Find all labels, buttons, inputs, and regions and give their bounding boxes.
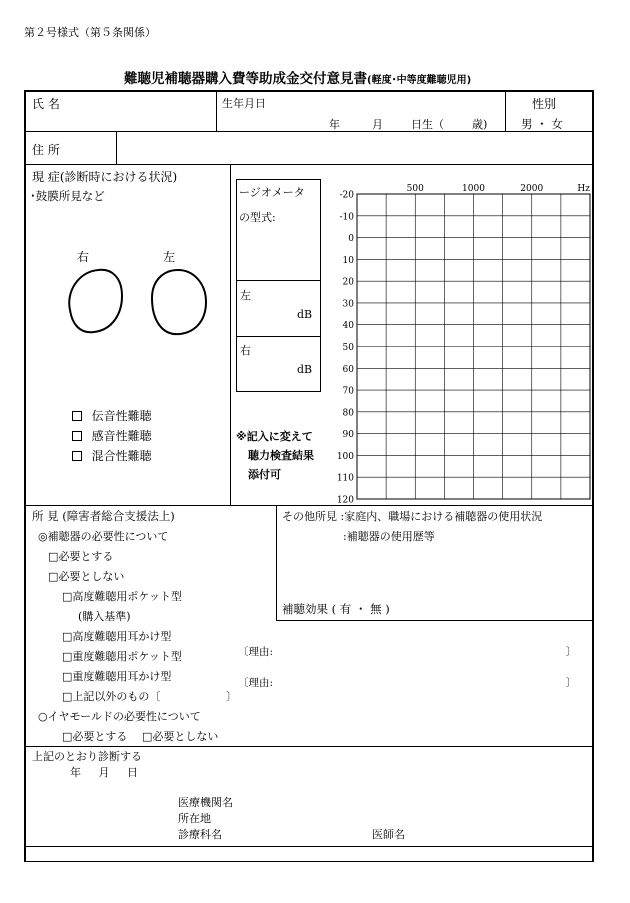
audiogram-y-tick-label: 70 <box>342 386 354 397</box>
line-v-other <box>276 505 277 620</box>
left-db-label: 左 <box>240 289 251 302</box>
check-conductive[interactable] <box>72 406 152 426</box>
item-high-ear[interactable]: □高度難聴用耳かけ型 <box>62 630 172 643</box>
checkbox-icon[interactable] <box>72 431 82 441</box>
checkbox-icon[interactable] <box>72 411 82 421</box>
other-findings-label: その他所見 :家庭内、職場における補聴器の使用状況 <box>282 510 543 523</box>
earmold-need-yes[interactable]: □必要とする <box>62 730 128 743</box>
audiogram-y-tick-label: 50 <box>342 343 354 353</box>
right-db-label: 右 <box>240 344 251 357</box>
audiogram-x-unit: Hz <box>577 184 590 194</box>
audiogram-y-tick-label: 10 <box>342 255 354 266</box>
audiogram-x-tick-label: 2000 <box>520 184 544 194</box>
attach-note-2: 聴力検査結果 <box>248 449 314 462</box>
earmold-need: ○イヤモールドの必要性について <box>38 710 201 723</box>
eardrum-label: ･鼓膜所見など <box>30 189 105 203</box>
attach-note-1: ※記入に変えて <box>236 430 313 443</box>
line-row2 <box>24 164 594 165</box>
item-purchase-standard: (購入基準) <box>78 610 131 623</box>
audiogram-y-tick-label: 30 <box>342 299 354 310</box>
checkbox-icon[interactable] <box>72 451 82 461</box>
check-sensorineural[interactable] <box>72 426 152 446</box>
line-v-address <box>116 131 117 164</box>
audiogram-y-tick-label: 0 <box>348 234 354 245</box>
line-row3 <box>24 505 594 506</box>
audiometer-model-label-2: の型式: <box>239 211 276 224</box>
audiogram-y-tick-label: 90 <box>342 430 354 441</box>
left-eardrum-outline <box>152 270 206 334</box>
need-option[interactable]: □必要とする <box>48 550 114 563</box>
audiometer-line-1 <box>236 280 321 281</box>
sex-label: 性別 <box>532 97 557 111</box>
check-label: 伝音性難聴 <box>91 409 152 423</box>
audiogram-y-tick-label: -10 <box>339 212 354 223</box>
check-mixed[interactable] <box>72 446 152 466</box>
usage-history: :補聴器の使用歴等 <box>343 530 435 543</box>
line-other <box>276 620 594 621</box>
attach-note-3: 添付可 <box>248 468 281 481</box>
audiogram-chart <box>330 178 594 504</box>
check-label: 混合性難聴 <box>91 449 152 463</box>
item-other[interactable]: □上記以外のもの〔 <box>62 690 161 703</box>
sex-options[interactable]: 男 ・ 女 <box>521 117 563 131</box>
line-row1 <box>24 131 594 132</box>
diagnosis-label: 上記のとおり診断する <box>32 750 142 763</box>
institution-label: 医療機関名 <box>178 796 233 809</box>
audiogram-y-tick-label: 120 <box>336 495 354 504</box>
form-title <box>124 67 471 87</box>
item-high-pocket[interactable]: □高度難聴用ポケット型 <box>62 590 182 603</box>
audiogram-y-tick-label: 100 <box>336 451 354 462</box>
birth-month: 月 <box>372 118 383 131</box>
reason-2-close: 〕 <box>566 677 577 689</box>
line-row4 <box>24 746 594 747</box>
audiogram-y-tick-label: 110 <box>336 473 354 484</box>
eardrum-diagram <box>60 262 220 342</box>
audiometer-line-2 <box>236 336 321 337</box>
audiogram-y-tick-label: 60 <box>342 364 354 375</box>
title-main: 難聴児補聴器購入費等助成金交付意見書 <box>124 71 367 87</box>
left-db-unit: dB <box>297 308 313 321</box>
birth-label: 生年月日 <box>222 97 266 110</box>
line-v-symptoms <box>230 164 231 505</box>
institution-address-label: 所在地 <box>178 812 211 825</box>
department-label: 診療科名 <box>178 828 222 841</box>
reason-1-close: 〕 <box>566 646 577 658</box>
line-v-sex <box>505 91 506 131</box>
ear-right-label: 右 <box>77 250 90 264</box>
right-eardrum-outline <box>69 270 122 333</box>
address-label: 住 所 <box>32 143 60 157</box>
audiogram-y-tick-label: -20 <box>339 190 354 201</box>
form-number: 第２号様式（第５条関係） <box>24 26 156 39</box>
no-need-option[interactable]: □必要としない <box>48 570 125 583</box>
name-label: 氏 名 <box>32 97 60 111</box>
line-row5 <box>24 846 594 847</box>
audiogram-y-tick-label: 80 <box>342 408 354 419</box>
line-v-name <box>216 91 217 131</box>
audiogram-x-tick-label: 1000 <box>462 184 485 194</box>
item-severe-ear[interactable]: □重度難聴用耳かけ型 <box>62 670 172 683</box>
reason-2-label: 〔理由: <box>238 677 274 689</box>
findings-label: 所 見 (障害者総合支援法上) <box>32 509 175 523</box>
symptoms-label: 現 症(診断時における状況) <box>32 170 178 184</box>
ear-left-label: 左 <box>163 250 176 264</box>
birth-year: 年 <box>329 118 340 131</box>
title-sub: (軽度･中等度難聴児用) <box>367 75 472 86</box>
audiogram-x-tick-label: 500 <box>406 184 424 194</box>
birth-age: 歳) <box>472 118 488 131</box>
audiogram-y-tick-label: 40 <box>342 321 354 332</box>
hearing-aid-need: ◎補聴器の必要性について <box>38 530 169 543</box>
check-label: 感音性難聴 <box>91 429 152 443</box>
right-db-unit: dB <box>297 363 313 376</box>
audiogram-y-tick-label: 20 <box>342 277 354 288</box>
reason-1-label: 〔理由: <box>238 646 274 658</box>
item-other-close: 〕 <box>226 690 237 703</box>
diagnosis-date: 年 月 日 <box>70 766 138 779</box>
birth-day: 日生（ <box>411 118 444 131</box>
aid-effect[interactable]: 補聴効果 ( 有 ・ 無 ) <box>282 602 390 616</box>
earmold-need-no[interactable]: □必要としない <box>142 730 219 743</box>
audiometer-model-label: ージオメータ <box>239 186 305 199</box>
hearing-type-list <box>72 406 152 466</box>
item-severe-pocket[interactable]: □重度難聴用ポケット型 <box>62 650 182 663</box>
doctor-label: 医師名 <box>372 828 405 841</box>
